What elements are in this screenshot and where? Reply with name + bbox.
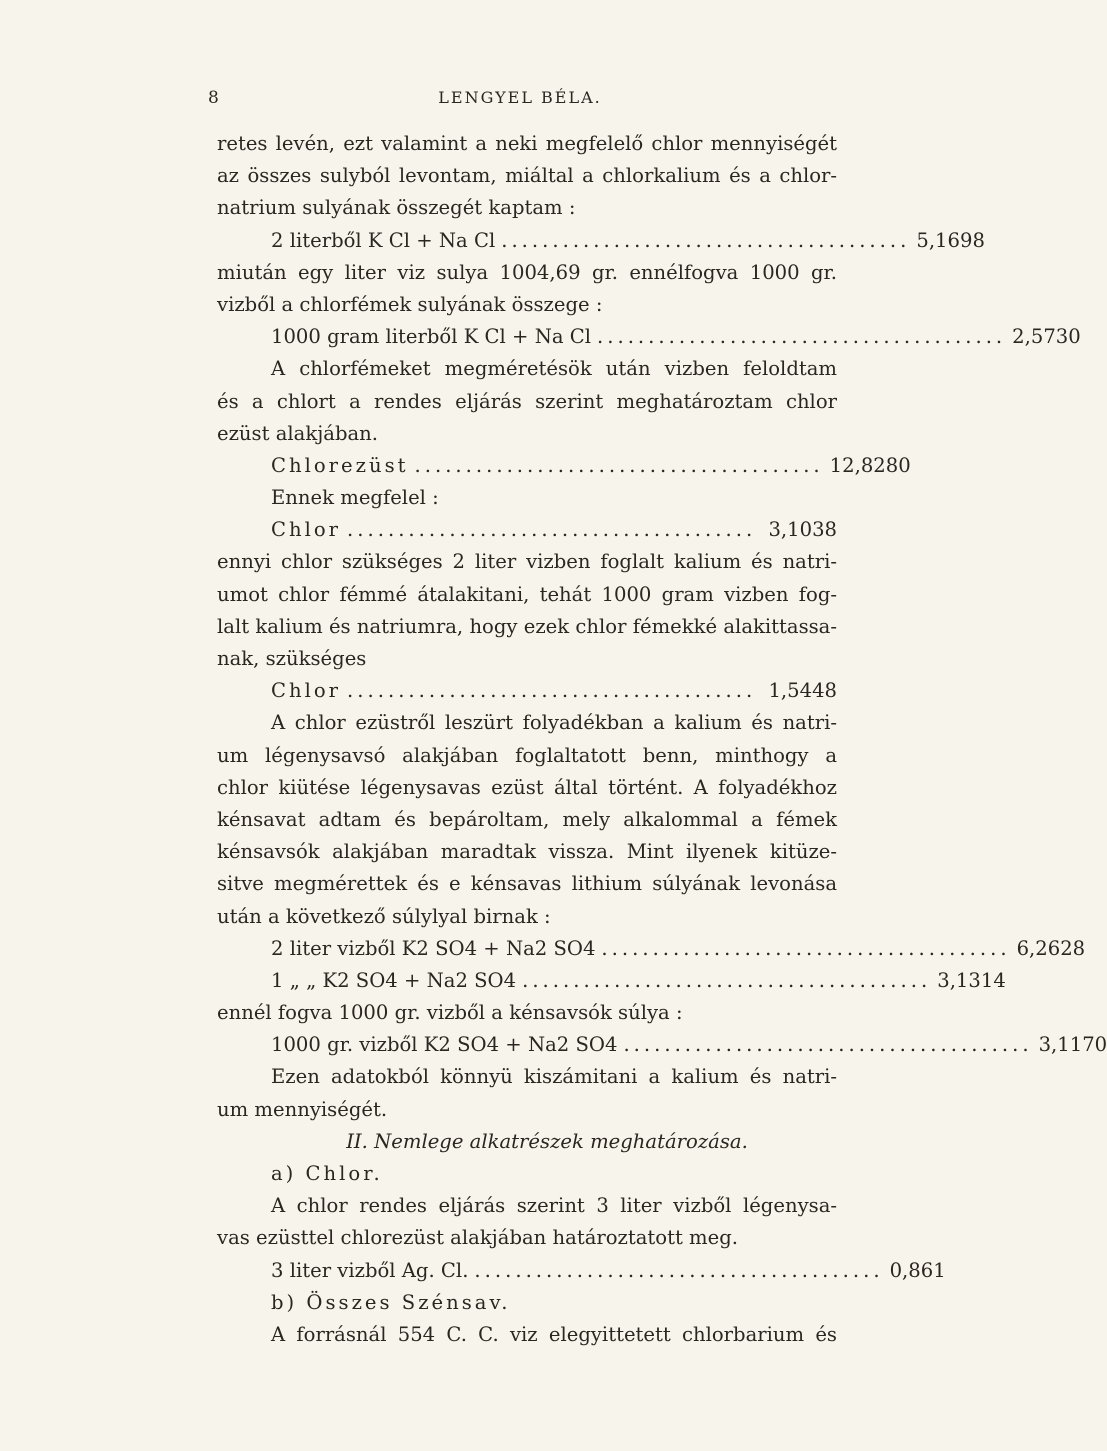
value-number: 12,8280 [829,453,911,477]
text-line: A forrásnál 554 C. C. viz elegyittetett chlorbarium és [271,1322,837,1346]
text-line: kénsavat adtam és bepároltam, mely alkalommal a fémek [217,807,837,831]
value-label: 1 „ „ K2 SO4 + Na2 SO4 [271,968,517,992]
dot-leader: ........................................ [501,228,911,252]
value-label: 1000 gr. vizből K2 SO4 + Na2 SO4 [271,1033,618,1057]
text-line: ennyi chlor szükséges 2 liter vizben foglalt kalium és natri- [217,550,837,574]
text-line: ennél fogva 1000 gr. vizből a kénsavsók súlya : [217,1001,683,1025]
value-number: 5,1698 [916,228,985,252]
running-title: LENGYEL BÉLA. [438,88,602,107]
value-number: 3,1038 [768,518,837,542]
value-number: 1,5448 [768,679,837,703]
value-number: 3,1170 [1038,1033,1107,1057]
text-line: ezüst alakjában. [217,421,379,445]
text-line: A chlorfémeket megméretésök után vizben feloldtam [271,357,837,381]
text-line: vizből a chlorfémek sulyának összege : [217,292,603,316]
text-line: Ezen adatokból könnyü kiszámitani a kalium és natri- [271,1065,837,1089]
section-heading: II. Nemlege alkatrészek meghatározása. [346,1129,748,1153]
value-line [217,675,837,707]
text-line: nak, szükséges [217,647,367,670]
dot-leader: ........................................ [474,1258,884,1282]
text-line: vas ezüsttel chlorezüst alakjában határoztatott meg. [217,1226,739,1250]
text-line: um mennyiségét. [217,1097,388,1121]
subsection-heading: b) Összes Szénsav. [271,1290,511,1314]
text-line: miután egy liter viz sulya 1004,69 gr. ennélfogva 1000 gr. [217,260,837,284]
value-line [217,965,1006,997]
value-line [217,321,1081,353]
value-label: 1000 gram literből K Cl + Na Cl [271,325,592,349]
value-line [217,225,985,257]
value-label: 3 liter vizből Ag. Cl. [271,1258,469,1282]
dot-leader: ........................................ [522,968,932,992]
value-label: Chlorezüst [271,453,409,477]
page-header [208,88,832,112]
value-label: 2 literből K Cl + Na Cl [271,228,496,252]
value-number: 6,2628 [1016,936,1086,960]
text-line: sitve megmérettek és e kénsavas lithium súlyának levonása [217,872,837,896]
value-number: 3,1314 [937,968,1006,992]
text-line: Ennek megfelel : [271,486,439,510]
value-line [217,1029,1107,1061]
dot-leader: ........................................ [347,679,757,703]
value-number: 2,5730 [1012,325,1081,349]
value-line [217,1255,946,1287]
text-line: az összes sulyból levontam, miáltal a chlorkalium és a chlor- [217,164,837,188]
value-line [217,450,911,482]
subsection-heading: a) Chlor. [271,1162,383,1185]
dot-leader: ........................................ [597,325,1007,349]
text-line: lalt kalium és natriumra, hogy ezek chlor fémekké alakittassa- [217,614,837,638]
value-label: 2 liter vizből K2 SO4 + Na2 SO4 [271,936,596,960]
text-line: chlor kiütése légenysavas ezüst által történt. A folyadékhoz [217,775,837,799]
text-line: retes levén, ezt valamint a neki megfelelő chlor mennyiségét [217,132,837,155]
text-line: um légenysavsó alakjában foglaltatott benn, minthogy a [217,743,837,767]
dot-leader: ........................................ [601,936,1011,960]
value-label: Chlor [271,518,342,542]
dot-leader: ........................................ [623,1033,1033,1057]
text-line: kénsavsók alakjában maradtak vissza. Mint ilyenek kitüze- [217,840,837,864]
dot-leader: ........................................ [347,518,757,542]
text-line: umot chlor fémmé átalakitani, tehát 1000 gram vizben fog- [217,582,837,606]
page-number: 8 [208,88,220,108]
value-line [217,933,1086,965]
body-text [217,128,1107,1351]
value-label: Chlor [271,679,342,703]
value-number: 0,861 [889,1258,946,1282]
text-line: után a következő súlylyal birnak : [217,904,551,928]
text-line: és a chlort a rendes eljárás szerint meghatároztam chlor [217,389,837,413]
text-line: A chlor ezüstről leszürt folyadékban a kalium és natri- [271,711,837,735]
dot-leader: ........................................ [414,453,824,477]
value-line [217,514,837,546]
text-line: natrium sulyának összegét kaptam : [217,196,576,220]
text-line: A chlor rendes eljárás szerint 3 liter vizből légenysa- [271,1194,837,1218]
